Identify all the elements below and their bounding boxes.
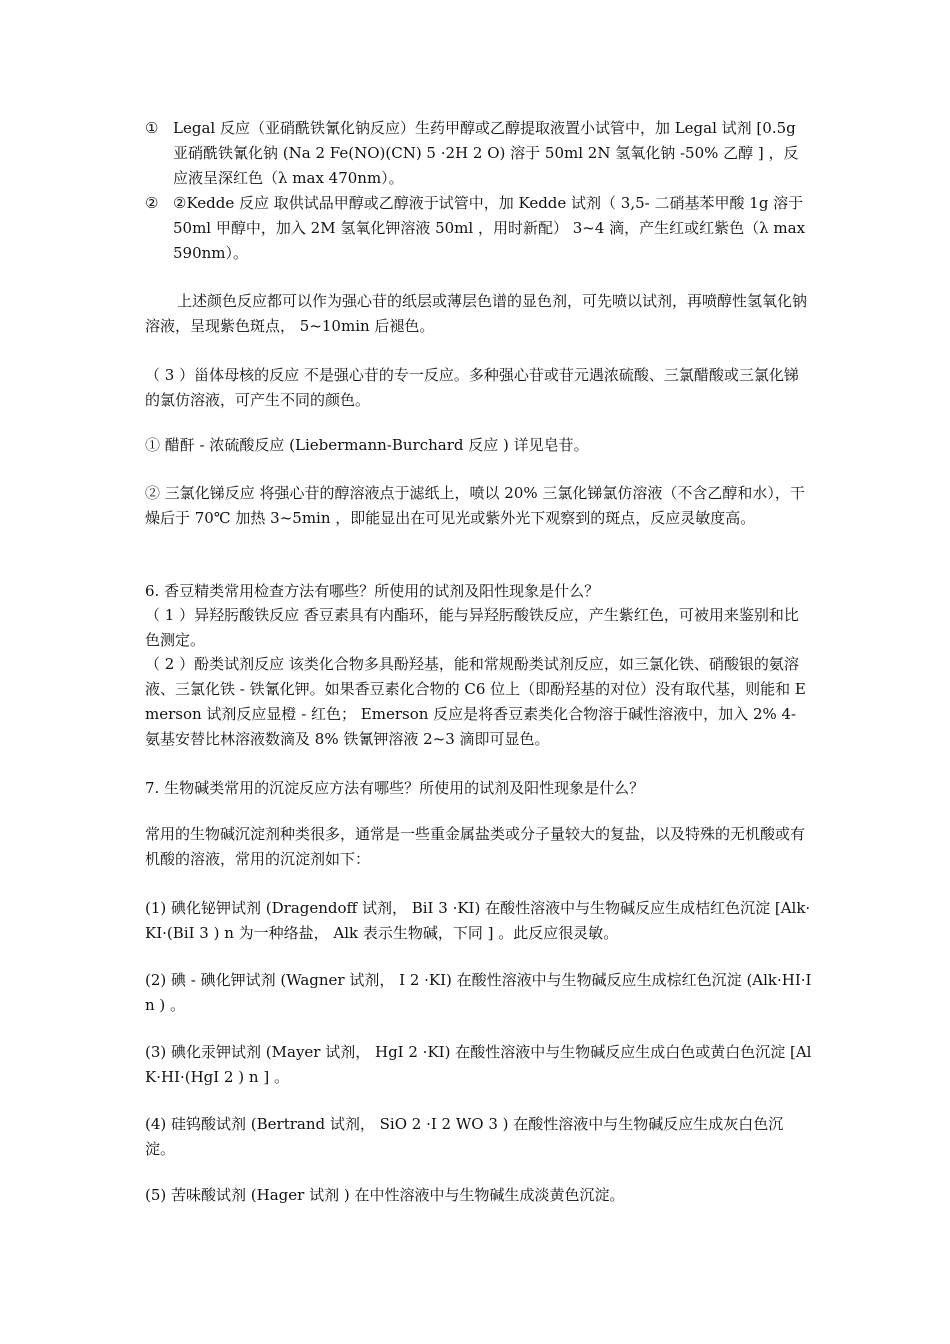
paragraph-steroid-reaction: （ 3 ）甾体母核的反应 不是强心苷的专一反应。多种强心苷或苷元遇浓硫酸、三氯醋酸或三氯化锑的氯仿溶液，可产生不同的颜色。 bbox=[145, 366, 799, 409]
list-marker: ② bbox=[145, 194, 159, 212]
list-item-legal bbox=[145, 116, 813, 191]
question-7-heading: 7. 生物碱类常用的沉淀反应方法有哪些？所使用的试剂及阳性现象是什么？ bbox=[145, 779, 645, 797]
paragraph-phenol-reagent: （ 2 ）酚类试剂反应 该类化合物多具酚羟基，能和常规酚类试剂反应，如三氯化铁、硝酸银的氨溶液、三氯化铁 - 铁氰化钾。如果香豆素化合物的 C6 位上（即酚羟基的对位）没有取代基，则能和 Emerson 试剂反应显橙 - 红色； Emerson 反应是将香豆素类化合物溶于碱性溶液中，加入 2% 4- 氨基安替比林溶液数滴及 8% 铁氰钾溶液 2~3 滴即可显色。 bbox=[145, 655, 806, 748]
paragraph-antimony-trichloride: ② 三氯化锑反应 将强心苷的醇溶液点于滤纸上，喷以 20% 三氯化锑氯仿溶液（不含乙醇和水），干燥后于 70℃ 加热 3~5min ，即能显出在可见光或紫外光下观察到的斑点，反应灵敏度高。 bbox=[145, 484, 805, 527]
list-marker: ① bbox=[145, 119, 159, 137]
list-item-text: ②Kedde 反应 取供试品甲醇或乙醇液于试管中，加 Kedde 试剂（ 3,5- 二硝基苯甲酸 1g 溶于 50ml 甲醇中，加入 2M 氢氧化钾溶液 50ml ，用时新配） 3~4 滴，产生红或红紫色（λ max 590nm）。 bbox=[173, 194, 806, 262]
paragraph-hydroxamic-acid: （ 1 ）异羟肟酸铁反应 香豆素具有内酯环，能与异羟肟酸铁反应，产生紫红色，可被用来鉴别和比色测定。 bbox=[145, 606, 799, 649]
paragraph-hager: (5) 苦味酸试剂 (Hager 试剂 ) 在中性溶液中与生物碱生成淡黄色沉淀。 bbox=[145, 1186, 625, 1204]
paragraph-mayer: (3) 碘化汞钾试剂 (Mayer 试剂， HgI 2 ·KI) 在酸性溶液中与生物碱反应生成白色或黄白色沉淀 [AlK·HI·(HgI 2 ) n ] 。 bbox=[145, 1043, 812, 1086]
paragraph-color-reaction: 上述颜色反应都可以作为强心苷的纸层或薄层色谱的显色剂，可先喷以试剂，再喷醇性氢氧化钠溶液，呈现紫色斑点， 5~10min 后褪色。 bbox=[145, 292, 808, 335]
question-6-heading: 6. 香豆精类常用检查方法有哪些？所使用的试剂及阳性现象是什么？ bbox=[145, 582, 600, 600]
paragraph-wagner: (2) 碘 - 碘化钾试剂 (Wagner 试剂， I 2 ·KI) 在酸性溶液中与生物碱反应生成棕红色沉淀 (Alk·HI·I n ) 。 bbox=[145, 971, 812, 1014]
list-item-kedde bbox=[145, 191, 813, 266]
paragraph-liebermann: ① 醋酐 - 浓硫酸反应 (Liebermann-Burchard 反应 ) 详见皂苷。 bbox=[145, 436, 589, 454]
list-item-text: Legal 反应（亚硝酰铁氰化钠反应）生药甲醇或乙醇提取液置小试管中，加 Legal 试剂 [0.5g 亚硝酰铁氰化钠 (Na 2 Fe(NO)(CN) 5 ·2H 2 O) 溶于 50ml 2N 氢氧化钠 -50% 乙醇 ] ，反应液呈深红色（λ max 470nm）。 bbox=[173, 119, 799, 187]
paragraph-dragendorff: (1) 碘化铋钾试剂 (Dragendoff 试剂， BiI 3 ·KI) 在酸性溶液中与生物碱反应生成桔红色沉淀 [Alk·KI·(BiI 3 ) n 为一种络盐， Alk 表示生物碱，下同 ] 。此反应很灵敏。 bbox=[145, 899, 811, 942]
paragraph-bertrand: (4) 硅钨酸试剂 (Bertrand 试剂， SiO 2 ·I 2 WO 3 ) 在酸性溶液中与生物碱反应生成灰白色沉淀。 bbox=[145, 1115, 784, 1158]
paragraph-precipitants-intro: 常用的生物碱沉淀剂种类很多，通常是一些重金属盐类或分子量较大的复盐，以及特殊的无机酸或有机酸的溶液，常用的沉淀剂如下： bbox=[145, 825, 806, 868]
